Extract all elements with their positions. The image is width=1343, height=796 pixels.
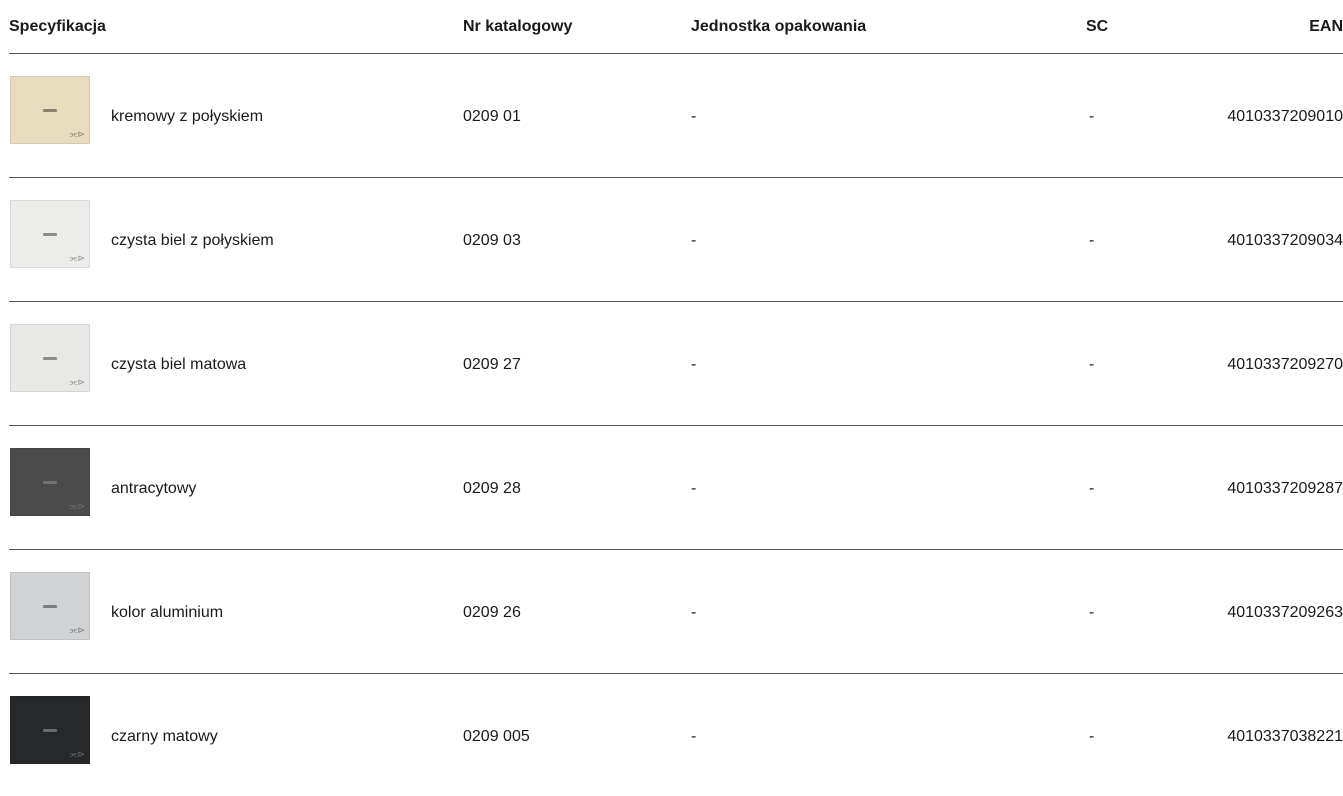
- table-header: [9, 0, 1343, 54]
- led-indicator-icon: [43, 357, 57, 360]
- table-row: [9, 302, 1343, 426]
- cell-ean: 4010337209287: [1227, 480, 1343, 497]
- cell-catalog-number: 0209 005: [463, 728, 530, 745]
- cell-specification: kremowy z połyskiem: [111, 108, 264, 125]
- table-row: [9, 54, 1343, 178]
- product-thumbnail: [10, 324, 90, 392]
- product-thumbnail: [10, 76, 90, 144]
- plug-symbol-icon: ⫘⊳: [69, 130, 85, 140]
- product-thumbnail: [10, 448, 90, 516]
- cell-specification: kolor aluminium: [111, 604, 224, 621]
- cell-ean: 4010337209034: [1227, 232, 1343, 249]
- cell-catalog-number: 0209 28: [463, 480, 521, 497]
- cell-sc: -: [1089, 604, 1095, 621]
- table-row: [9, 550, 1343, 674]
- header-ean: EAN: [1309, 18, 1343, 35]
- plug-symbol-icon: ⫘⊳: [69, 378, 85, 388]
- cell-package-unit: -: [691, 356, 697, 373]
- table-row: [9, 674, 1343, 796]
- plug-symbol-icon: ⫘⊳: [69, 502, 85, 512]
- plug-symbol-icon: ⫘⊳: [69, 750, 85, 760]
- plug-symbol-icon: ⫘⊳: [69, 254, 85, 264]
- product-thumbnail: [10, 572, 90, 640]
- plug-symbol-icon: ⫘⊳: [69, 626, 85, 636]
- led-indicator-icon: [43, 233, 57, 236]
- table-row: [9, 178, 1343, 302]
- led-indicator-icon: [43, 729, 57, 732]
- cell-sc: -: [1089, 480, 1095, 497]
- led-indicator-icon: [43, 481, 57, 484]
- cell-sc: -: [1089, 232, 1095, 249]
- cell-sc: -: [1089, 356, 1095, 373]
- cell-ean: 4010337209010: [1227, 108, 1343, 125]
- header-sc: SC: [1086, 18, 1109, 35]
- cell-ean: 4010337209270: [1227, 356, 1343, 373]
- header-specification: Specyfikacja: [9, 18, 106, 35]
- cell-ean: 4010337038221: [1227, 728, 1343, 745]
- cell-package-unit: -: [691, 108, 697, 125]
- cell-sc: -: [1089, 728, 1095, 745]
- product-thumbnail: [10, 696, 90, 764]
- cell-specification: czysta biel matowa: [111, 356, 247, 373]
- table-row: [9, 426, 1343, 550]
- cell-catalog-number: 0209 27: [463, 356, 521, 373]
- cell-specification: antracytowy: [111, 480, 197, 497]
- cell-sc: -: [1089, 108, 1095, 125]
- cell-catalog-number: 0209 01: [463, 108, 521, 125]
- cell-package-unit: -: [691, 728, 697, 745]
- header-package-unit: Jednostka opakowania: [691, 18, 867, 35]
- cell-specification: czysta biel z połyskiem: [111, 232, 274, 249]
- cell-catalog-number: 0209 26: [463, 604, 521, 621]
- cell-specification: czarny matowy: [111, 728, 218, 745]
- product-thumbnail: [10, 200, 90, 268]
- led-indicator-icon: [43, 109, 57, 112]
- header-catalog-number: Nr katalogowy: [463, 18, 573, 35]
- cell-package-unit: -: [691, 232, 697, 249]
- led-indicator-icon: [43, 605, 57, 608]
- cell-package-unit: -: [691, 480, 697, 497]
- cell-ean: 4010337209263: [1227, 604, 1343, 621]
- cell-package-unit: -: [691, 604, 697, 621]
- cell-catalog-number: 0209 03: [463, 232, 521, 249]
